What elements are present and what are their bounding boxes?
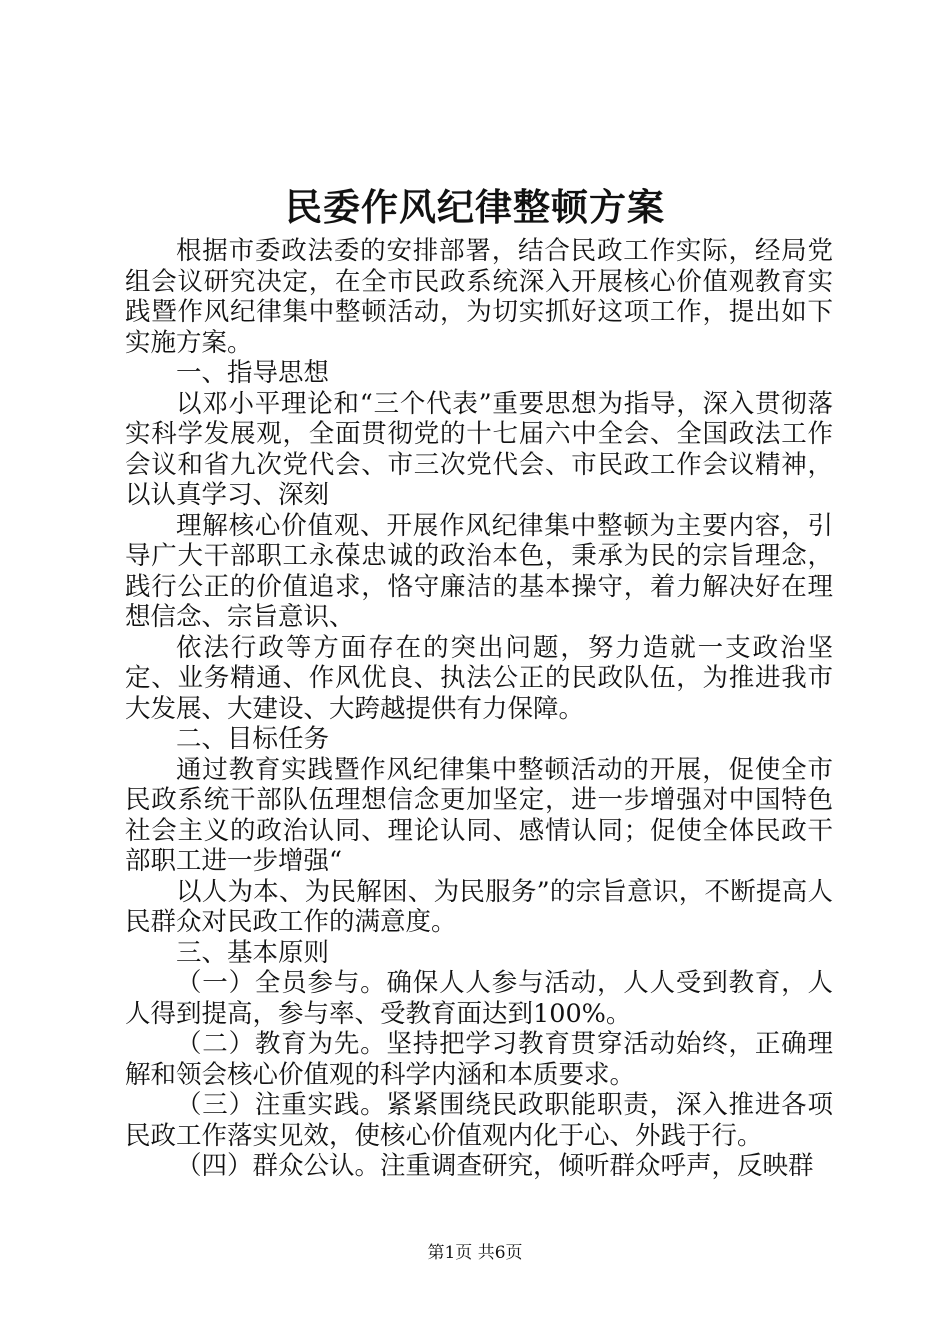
- section-heading-principles: 三、基本原则: [176, 937, 330, 968]
- page-number-footer: 第1页 共6页: [427, 1243, 523, 1263]
- paragraph-principle-4: （四）群众公认。注重调查研究，倾听群众呼声，反映群: [176, 1151, 814, 1181]
- paragraph-goals-1: 通过教育实践暨作风纪律集中整顿活动的开展，促使全市民政系统干部队伍理想信念更加坚定，进一步增强对中国特色社会主义的政治认同、理论认同、感情认同；促使全体民政干部职工进一步增强“: [125, 754, 833, 876]
- paragraph-guiding-thought-2: 理解核心价值观、开展作风纪律集中整顿为主要内容，引导广大干部职工永葆忠诚的政治本色，秉承为民的宗旨理念，践行公正的价值追求，恪守廉洁的基本操守，着力解决好在理想信念、宗旨意识、: [125, 510, 833, 632]
- document-title: 民委作风纪律整顿方案: [285, 185, 665, 229]
- paragraph-principle-3: （三）注重实践。紧紧围绕民政职能职责，深入推进各项民政工作落实见效，使核心价值观内化于心、外践于行。: [125, 1090, 833, 1151]
- paragraph-principle-2: （二）教育为先。坚持把学习教育贯穿活动始终，正确理解和领会核心价值观的科学内涵和本质要求。: [125, 1029, 833, 1090]
- paragraph-principle-1: （一）全员参与。确保人人参与活动，人人受到教育，人人得到提高，参与率、受教育面达到100%。: [125, 968, 833, 1029]
- paragraph-guiding-thought-3: 依法行政等方面存在的突出问题，努力造就一支政治坚定、业务精通、作风优良、执法公正的民政队伍，为推进我市大发展、大建设、大跨越提供有力保障。: [125, 632, 833, 724]
- paragraph-guiding-thought-1: 以邓小平理论和“三个代表”重要思想为指导，深入贯彻落实科学发展观，全面贯彻党的十七届六中全会、全国政法工作会议和省九次党代会、市三次党代会、市民政工作会议精神，以认真学习、深刻: [125, 388, 833, 510]
- section-heading-guiding-thought: 一、指导思想: [176, 358, 330, 388]
- document-body: [125, 236, 833, 1182]
- section-heading-goals: 二、目标任务: [176, 724, 330, 754]
- paragraph-intro: 根据市委政法委的安排部署，结合民政工作实际，经局党组会议研究决定，在全市民政系统深入开展核心价值观教育实践暨作风纪律集中整顿活动，为切实抓好这项工作，提出如下实施方案。: [125, 236, 833, 358]
- paragraph-goals-2: 以人为本、为民解困、为民服务”的宗旨意识，不断提高人民群众对民政工作的满意度。: [125, 876, 833, 937]
